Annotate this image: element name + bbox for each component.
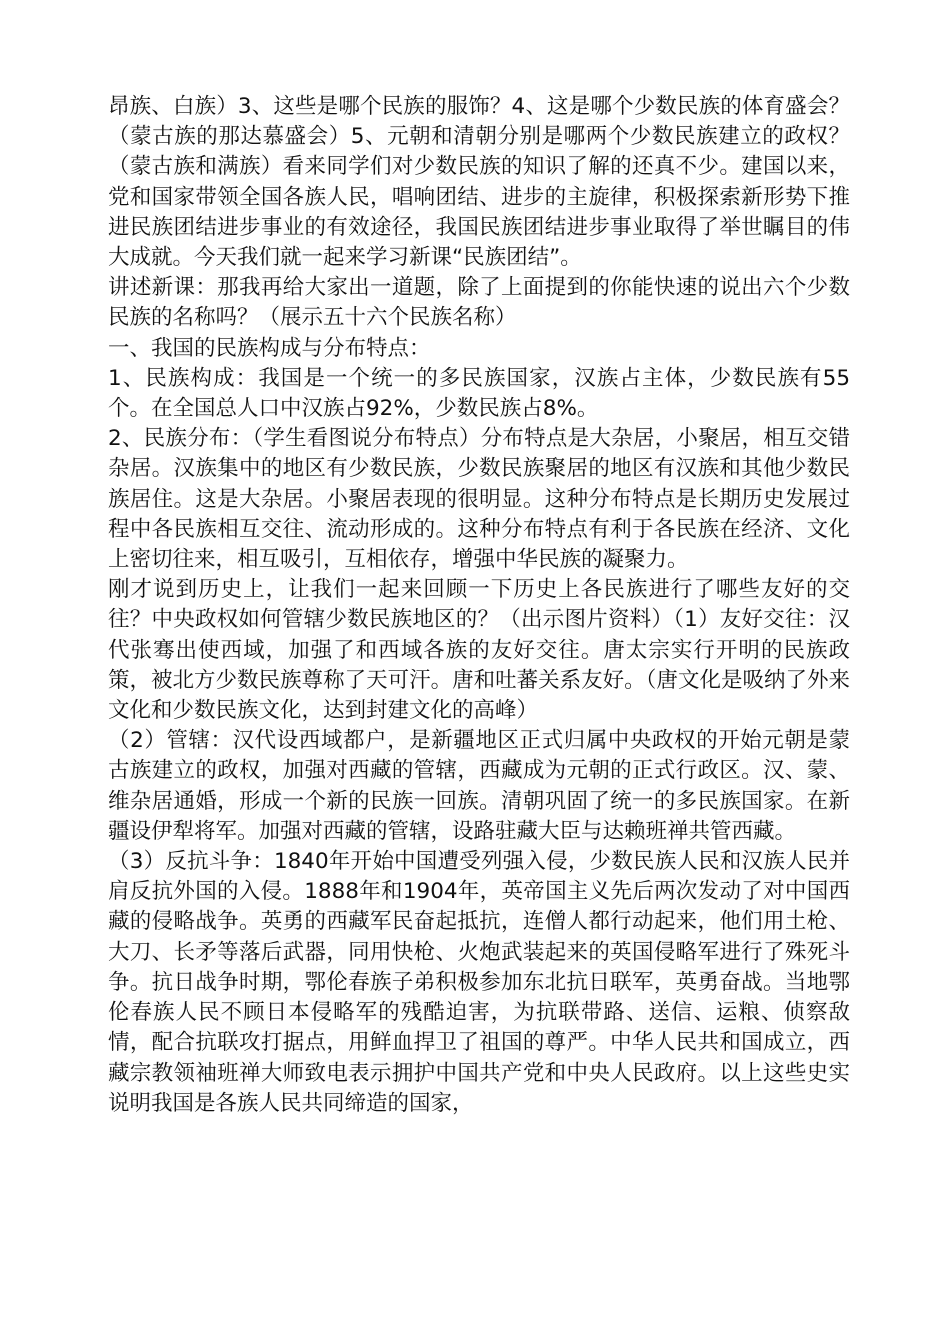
paragraph-new-lesson: 讲述新课：那我再给大家出一道题，除了上面提到的你能快速的说出六个少数民族的名称吗？（展示五十六个民族名称） (108, 275, 850, 331)
paragraph-friendly-exchanges: 刚才说到历史上，让我们一起来回顾一下历史上各民族进行了哪些友好的交往？中央政权如何管辖少数民族地区的？（出示图片资料）（1）友好交往：汉代张骞出使西域，加强了和西域各族的友好交往。唐太宗实行开明的民族政策，被北方少数民族尊称了天可汗。唐和吐蕃关系友好。（唐文化是吸纳了外来文化和少数民族文化，达到封建文化的高峰） (108, 577, 850, 724)
paragraph-ethnic-distribution: 2、民族分布：（学生看图说分布特点）分布特点是大杂居，小聚居，相互交错杂居。汉族集中的地区有少数民族，少数民族聚居的地区有汉族和其他少数民族居住。这是大杂居。小聚居表现的很明显。这种分布特点是长期历史发展过程中各民族相互交往、流动形成的。这种分布特点有利于各民族在经济、文化上密切往来，相互吸引，互相依存，增强中华民族的凝聚力。 (108, 426, 850, 573)
paragraph-ethnic-composition: 1、民族构成：我国是一个统一的多民族国家，汉族占主体，少数民族有55个。在全国总人口中汉族占92%，少数民族占8%。 (108, 365, 850, 422)
document-page (108, 92, 850, 1119)
section-heading-composition: 一、我国的民族构成与分布特点： (108, 335, 431, 361)
paragraph-resistance: （3）反抗斗争：1840年开始中国遭受列强入侵，少数民族人民和汉族人民并肩反抗外国的入侵。1888年和1904年，英帝国主义先后两次发动了对中国西藏的侵略战争。英勇的西藏军民奋起抵抗，连僧人都行动起来，他们用土枪、大刀、长矛等落后武器，同用快枪、火炮武装起来的英国侵略军进行了殊死斗争。抗日战争时期，鄂伦春族子弟积极参加东北抗日联军，英勇奋战。当地鄂伦春族人民不顾日本侵略军的残酷迫害，为抗联带路、送信、运粮、侦察敌情，配合抗联攻打据点，用鲜血捍卫了祖国的尊严。中华人民共和国成立，西藏宗教领袖班禅大师致电表示拥护中国共产党和中央人民政府。以上这些史实说明我国是各族人民共同缔造的国家， (108, 849, 850, 1116)
paragraph-intro-questions: 昂族、白族）3、这些是哪个民族的服饰？4、这是哪个少数民族的体育盛会？（蒙古族的那达慕盛会）5、元朝和清朝分别是哪两个少数民族建立的政权？（蒙古族和满族）看来同学们对少数民族的知识了解的还真不少。建国以来，党和国家带领全国各族人民，唱响团结、进步的主旋律，积极探索新形势下推进民族团结进步事业的有效途径，我国民族团结进步事业取得了举世瞩目的伟大成就。今天我们就一起来学习新课“民族团结”。 (108, 94, 850, 271)
paragraph-jurisdiction: （2）管辖：汉代设西域都户，是新疆地区正式归属中央政权的开始元朝是蒙古族建立的政权，加强对西藏的管辖，西藏成为元朝的正式行政区。汉、蒙、维杂居通婚，形成一个新的民族一回族。清朝巩固了统一的多民族国家。在新疆设伊犁将军。加强对西藏的管辖，设路驻藏大臣与达赖班禅共管西藏。 (108, 728, 850, 844)
